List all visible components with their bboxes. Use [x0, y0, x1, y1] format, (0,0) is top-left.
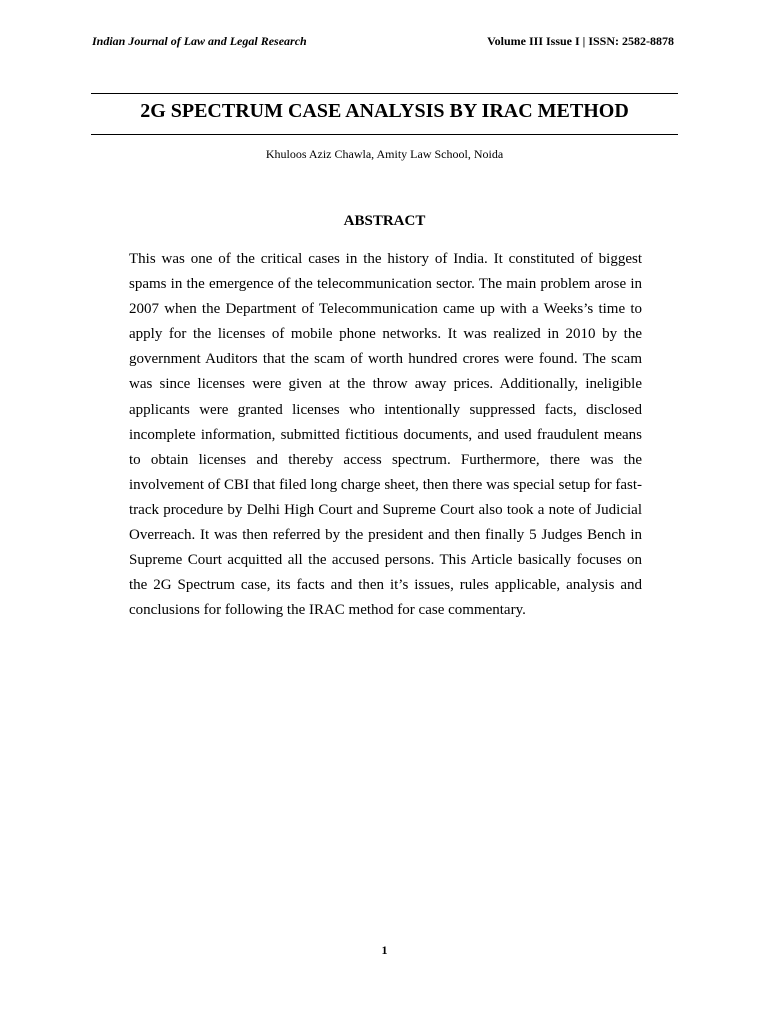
- abstract-heading: ABSTRACT: [343, 213, 426, 229]
- volume-issn: Volume III Issue I | ISSN: 2582-8878: [487, 34, 674, 48]
- abstract-paragraph: This was one of the critical cases in the history of India. It constituted of biggest spams in the emergence of the telecommunication sector. The main problem arose in 2007 when the Department of Telecommunication came up with a Weeks’s time to apply for the licenses of mobile phone networks. It was realized in 2010 by the government Auditors that the scam of worth hundred crores were found. The scam was since licenses were given at the throw away prices. Additionally, ineligible applicants were granted licenses who intentionally suppressed facts, disclosed incomplete information, submitted fictitious documents, and used fraudulent means to obtain licenses and thereby access spectrum. Furthermore, there was the involvement of CBI that filed long charge sheet, then there was special setup for fast-track procedure by Delhi High Court and Supreme Court also took a note of Judicial Overreach. It was then referred by the president and then finally 5 Judges Bench in Supreme Court acquitted all the accused persons. This Article basically focuses on the 2G Spectrum case, its facts and then it’s issues, rules applicable, analysis and conclusions for following the IRAC method for case commentary.: [129, 251, 642, 619]
- journal-name: Indian Journal of Law and Legal Research: [92, 34, 307, 48]
- abstract-body: [129, 247, 642, 623]
- author-line: Khuloos Aziz Chawla, Amity Law School, Noida: [265, 147, 504, 161]
- page-number: 1: [381, 943, 388, 957]
- paper-title: 2G SPECTRUM CASE ANALYSIS BY IRAC METHOD: [140, 100, 629, 122]
- title-top-rule: [91, 93, 678, 94]
- title-bottom-rule: [91, 134, 678, 135]
